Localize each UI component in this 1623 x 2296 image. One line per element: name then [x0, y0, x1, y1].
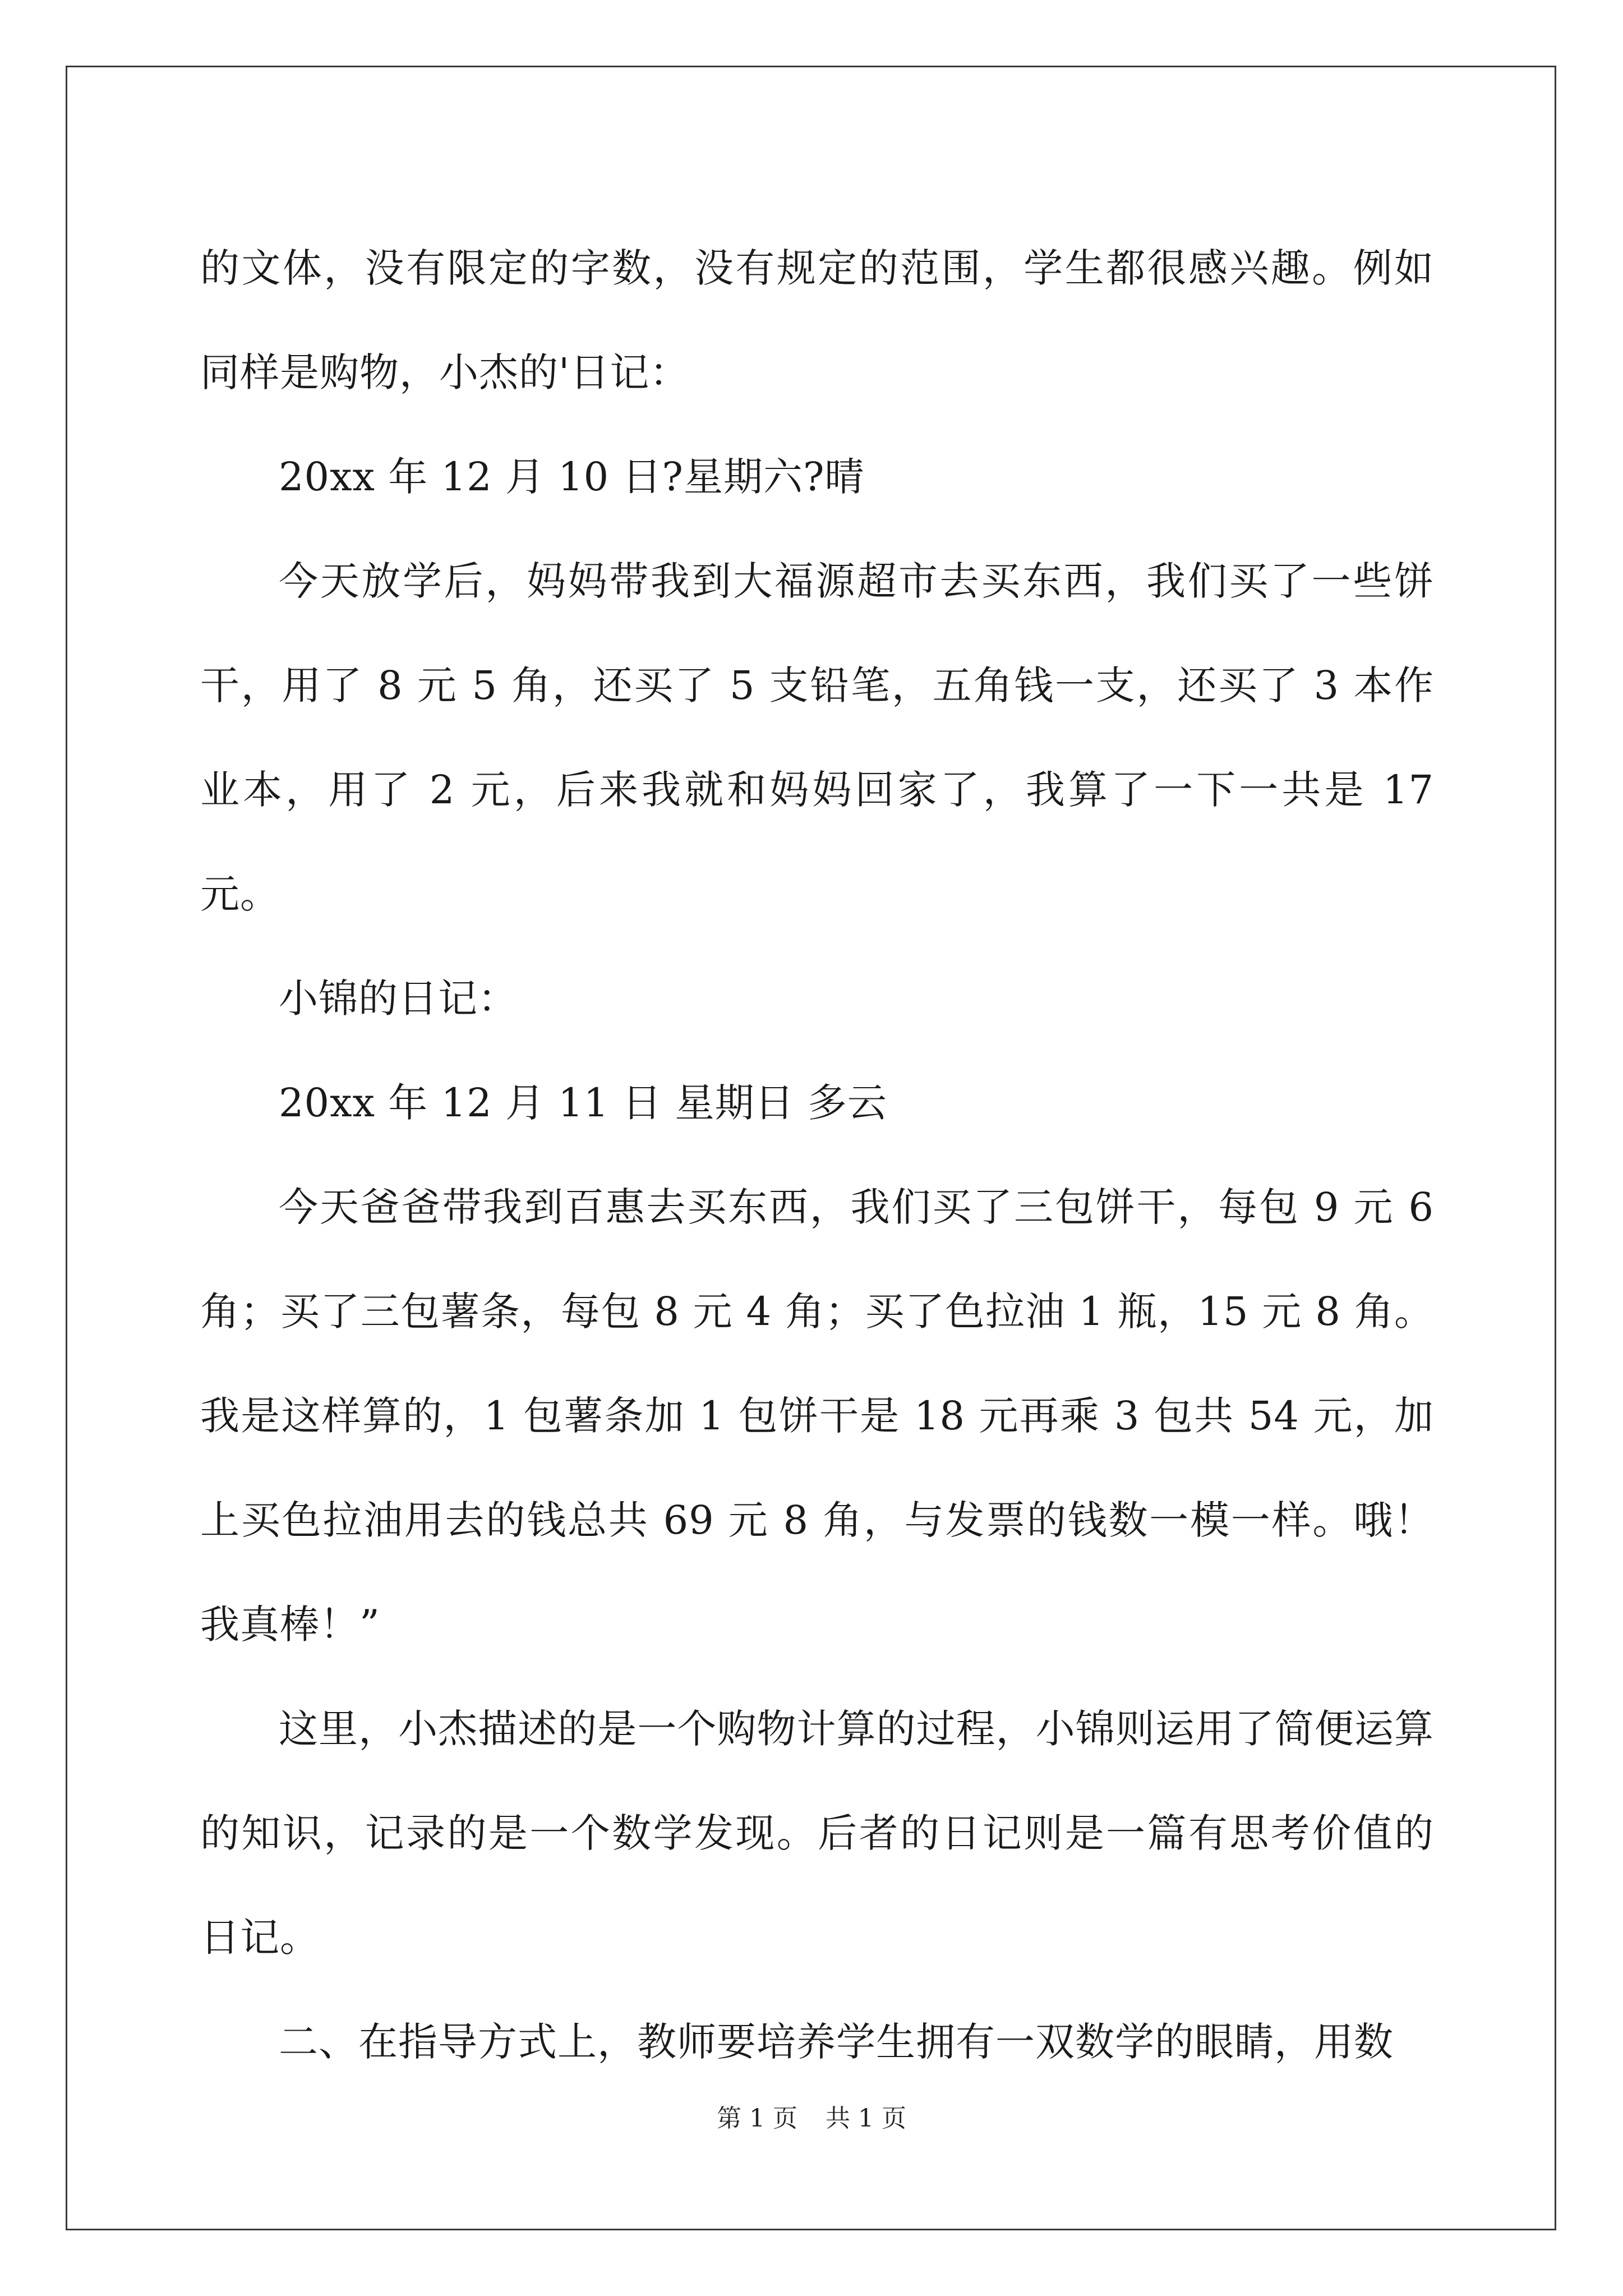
paragraph-heading: 小锦的日记： — [279, 976, 518, 1022]
page-total: 共 1 页 — [826, 2104, 906, 2133]
paragraph: 今天放学后，妈妈带我到大福源超市去买东西，我们买了一些饼干，用了 8 元 5 角，还买了 5 支铅笔，五角钱一支，还买了 3 本作业本，用了 2 元，后来我就和妈妈回家了，我算了一下一共是 17 元。 — [200, 558, 1434, 917]
page-footer — [0, 2098, 1623, 2134]
paragraph-date-line: 20xx 年 12 月 11 日 星期日 多云 — [279, 1080, 887, 1126]
document-body — [200, 216, 1434, 2094]
paragraph: 的文体，没有限定的字数，没有规定的范围，学生都很感兴趣。例如同样是购物，小杰的'日记： — [200, 245, 1434, 395]
paragraph: 这里，小杰描述的是一个购物计算的过程，小锦则运用了简便运算的知识，记录的是一个数学发现。后者的日记则是一篇有思考价值的日记。 — [200, 1706, 1434, 1961]
paragraph: 二、在指导方式上，教师要培养学生拥有一双数学的眼睛，用数 — [279, 2019, 1394, 2065]
paragraph-date-line: 20xx 年 12 月 10 日?星期六?晴 — [279, 454, 865, 500]
paragraph: 今天爸爸带我到百惠去买东西，我们买了三包饼干，每包 9 元 6 角；买了三包薯条，每包 8 元 4 角；买了色拉油 1 瓶，15 元 8 角。我是这样算的，1 包薯条加 1 包饼干是 18 元再乘 3 包共 54 元，加上买色拉油用去的钱总共 69 元 8 角，与发票的钱数一模一样。哦！我真棒！” — [200, 1184, 1434, 1648]
page-number: 第 1 页 — [717, 2104, 797, 2133]
